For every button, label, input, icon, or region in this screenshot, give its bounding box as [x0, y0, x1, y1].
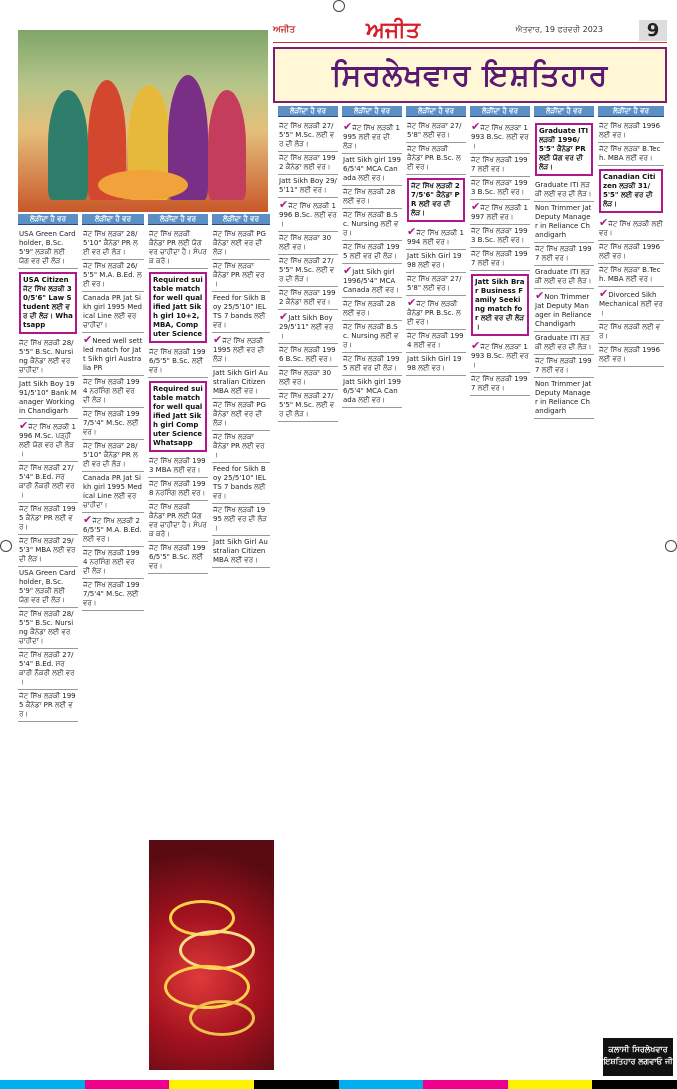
section-header: ਲੋੜੀਂਦਾ ਹੈ ਵਰ [406, 106, 466, 117]
classified-ad: ਜੱਟ ਸਿੱਖ ਲੜਕਾ 30 ਲਈ ਵਰ। [278, 367, 338, 390]
check-mark-icon: ✔ [343, 264, 353, 277]
classified-ad: ਜੱਟ ਸਿੱਖ ਲੜਕੀ ਕੈਨੇਡਾ PR B.Sc. ਲਈ ਵਰ। [406, 143, 466, 175]
classified-ad: ਜੱਟ ਸਿੱਖ ਲੜਕੀ 27/5'5" M.Sc. ਲਈ ਵਰ ਦੀ ਲੋੜ। [278, 255, 338, 287]
classified-ad: ਜੱਟ ਸਿੱਖ ਲੜਕਾ 1992 ਕੈਨੇਡਾ ਲਈ ਵਰ। [278, 152, 338, 175]
classified-ad: ਜੱਟ ਸਿੱਖ ਲੜਕੀ 1995 ਲਈ ਵਰ ਦੀ ਲੋੜ। [342, 241, 402, 264]
classified-ad: ਜੱਟ ਸਿੱਖ ਲੜਕੀ 1997/5'4" M.Sc. ਲਈ ਵਰ। [82, 408, 144, 440]
check-mark-icon: ✔ [83, 513, 93, 526]
boxed-classified-ad: USA Citizen ਜੱਟ ਸਿੱਖ ਲੜਕੀ 30/5'6" Law Student ਲਈ ਵਰ ਦੀ ਲੋੜ। Whatsapp [19, 272, 77, 334]
section-header: ਲੋੜੀਂਦਾ ਹੈ ਵਰ [18, 214, 78, 225]
classified-ad: ਜੱਟ ਸਿੱਖ ਲੜਕੀ 1996 B.Sc. ਲਈ ਵਰ। [278, 344, 338, 367]
registration-mark [0, 540, 12, 552]
classified-ad: Jatt Sikh Girl Australian Citizen MBA ਲਈ ਵਰ। [212, 367, 270, 399]
classified-ad: USA Green Card holder, B.Sc. 5'9" ਲੜਕੀ ਲਈ ਯੋਗ ਵਰ ਦੀ ਲੋੜ। [18, 228, 78, 269]
ad-column-1 [18, 228, 78, 1078]
classified-ad: ✔ਜੱਟ ਸਿੱਖ ਲੜਕੀ 1997 ਲਈ ਵਰ। [470, 200, 530, 225]
classified-ad: USA Green Card holder, B.Sc. 5'9" ਲੜਕੀ ਲਈ ਯੋਗ ਵਰ ਦੀ ਲੋੜ। [18, 567, 78, 608]
masthead-painting [18, 30, 268, 212]
classified-ad: Jatt Sikh Boy 29/5'11" ਲਈ ਵਰ। [278, 175, 338, 198]
boxed-classified-ad: Graduate ITI ਲੜਕੀ 1996/5'5" ਕੈਨੇਡਾ PR ਲਈ ਯੋਗ ਵਰ ਦੀ ਲੋੜ। [535, 123, 593, 176]
classified-ad: ਜੱਟ ਸਿੱਖ ਲੜਕੀ 28/5'5" B.Sc. Nursing ਕੈਨੇਡਾ ਲਈ ਵਰ ਚਾਹੀਦਾ। [18, 337, 78, 378]
check-mark-icon: ✔ [407, 296, 417, 309]
ad-column-5 [278, 120, 338, 1075]
classified-ad: ਜੱਟ ਸਿੱਖ ਲੜਕੀ 1998 ਨਰਸਿੰਗ ਲਈ ਵਰ। [148, 478, 208, 501]
classified-ad: Graduate ITI ਲੜਕੀ ਲਈ ਵਰ ਦੀ ਲੋੜ। [534, 332, 594, 355]
classified-ad: ਜੱਟ ਸਿੱਖ ਲੜਕੀ 1994 ਲਈ ਵਰ। [406, 330, 466, 353]
bangles-photo [149, 840, 274, 1070]
check-mark-icon: ✔ [599, 287, 609, 300]
classified-ad: ਜੱਟ ਸਿੱਖ ਲੜਕੀ ਕੈਨੇਡਾ PR ਲਈ ਯੋਗ ਵਰ ਚਾਹੀਦਾ ਹੈ। ਸੰਪਰਕ ਕਰੋ। [148, 228, 208, 269]
boxed-classified-ad: Canadian Citizen ਲੜਕੀ 31/5'5" ਲਈ ਵਰ ਦੀ ਲੋੜ। [599, 169, 663, 213]
classified-ad: Jatt Sikh Boy 1991/5'10" Bank Manager Working in Chandigarh [18, 378, 78, 419]
classified-ad: ਜੱਟ ਸਿੱਖ ਲੜਕੀ 27/5'5" M.Sc. ਲਈ ਵਰ ਦੀ ਲੋੜ। [278, 390, 338, 422]
boxed-classified-ad: Jatt Sikh Brar Business Family Seeking match for ਲਈ ਵਰ ਦੀ ਲੋੜ। [471, 274, 529, 336]
ad-column-10 [598, 120, 664, 1035]
ad-column-6 [342, 120, 402, 1075]
classified-ad: ✔ਜੱਟ ਸਿੱਖ ਲੜਕੀ 1995 ਲਈ ਵਰ ਦੀ ਲੋੜ। [342, 120, 402, 154]
classified-ad: Jatt Sikh girl 1996/5'4" MCA Canada ਲਈ ਵਰ। [342, 154, 402, 186]
classified-ad: ਜੱਟ ਸਿੱਖ ਲੜਕੀ 27/5'4" B.Ed. ਸਰਕਾਰੀ ਨੌਕਰੀ ਲਈ ਵਰ। [18, 462, 78, 503]
check-mark-icon: ✔ [279, 310, 289, 323]
section-header: ਲੋੜੀਂਦਾ ਹੈ ਵਰ [82, 214, 144, 225]
classified-ad: ✔ਜੱਟ ਸਿੱਖ ਲੜਕਾ 1993 B.Sc. ਲਈ ਵਰ। [470, 120, 530, 154]
classified-ad: ਜੱਟ ਸਿੱਖ ਲੜਕਾ ਕੈਨੇਡਾ PR ਲਈ ਵਰ। [212, 260, 270, 292]
classified-ad: ਜੱਟ ਸਿੱਖ ਲੜਕੀ 28 ਲਈ ਵਰ। [342, 186, 402, 209]
classified-ad: ਜੱਟ ਸਿੱਖ ਲੜਕਾ 28/5'10" ਕੈਨੇਡਾ PR ਲਈ ਵਰ ਦੀ ਲੋੜ। [82, 440, 144, 472]
check-mark-icon: ✔ [407, 225, 417, 238]
check-mark-icon: ✔ [19, 419, 29, 432]
classified-ad: ਜੱਟ ਸਿੱਖ ਲੜਕੀ 1997 ਲਈ ਵਰ। [470, 373, 530, 396]
masthead [273, 18, 667, 100]
classified-ad: ਜੱਟ ਸਿੱਖ ਲੜਕਾ 1993 B.Sc. ਲਈ ਵਰ। [470, 225, 530, 248]
classified-ad: ਜੱਟ ਸਿੱਖ ਲੜਕੀ 29/5'3" MBA ਲਈ ਵਰ ਦੀ ਲੋੜ। [18, 535, 78, 567]
section-header: ਲੋੜੀਂਦਾ ਹੈ ਵਰ [470, 106, 530, 117]
classified-ad: ਜੱਟ ਸਿੱਖ ਲੜਕੀ 26/5'5" M.A. B.Ed. ਲਈ ਵਰ। [82, 260, 144, 292]
classified-ad: ਜੱਟ ਸਿੱਖ ਲੜਕਾ 30 ਲਈ ਵਰ। [278, 232, 338, 255]
classified-ad: ✔ਜੱਟ ਸਿੱਖ ਲੜਕੀ 1996 M.Sc. ਪੜ੍ਹੀ ਲਈ ਯੋਗ ਵਰ ਦੀ ਲੋੜ। [18, 419, 78, 462]
classified-ad: ✔Jatt Sikh girl 1996/5'4" MCA Canada ਲਈ ਵਰ। [342, 264, 402, 298]
ad-column-8 [470, 120, 530, 1075]
classified-ad: Graduate ITI ਲੜਕੀ ਲਈ ਵਰ ਦੀ ਲੋੜ। [534, 179, 594, 202]
boxed-classified-ad: Required suitable match for well qualified Jatt Sikh girl Computer Science Whatsapp [149, 381, 207, 452]
classified-ad: ਜੱਟ ਸਿੱਖ ਲੜਕਾ B.Tech. MBA ਲਈ ਵਰ। [598, 143, 664, 166]
section-header: ਲੋੜੀਂਦਾ ਹੈ ਵਰ [534, 106, 594, 117]
ad-column-9 [534, 120, 594, 1075]
section-header: ਲੋੜੀਂਦਾ ਹੈ ਵਰ [342, 106, 402, 117]
check-mark-icon: ✔ [471, 120, 481, 133]
section-header: ਲੋੜੀਂਦਾ ਹੈ ਵਰ [278, 106, 338, 117]
newspaper-logo: ਅਜੀਤ [366, 17, 420, 43]
boxed-classified-ad: ਜੱਟ ਸਿੱਖ ਲੜਕੀ 27/5'6" ਕੈਨੇਡਾ PR ਲਈ ਵਰ ਦੀ ਲੋੜ। [407, 178, 465, 222]
check-mark-icon: ✔ [83, 333, 93, 346]
ad-column-3 [148, 228, 208, 838]
section-header: ਲੋੜੀਂਦਾ ਹੈ ਵਰ [148, 214, 208, 225]
classified-ad: ਜੱਟ ਸਿੱਖ ਲੜਕੀ 1995 ਲਈ ਵਰ ਦੀ ਲੋੜ। [212, 504, 270, 536]
classified-ad: ਜੱਟ ਸਿੱਖ ਲੜਕੀ 1995 ਕੈਨੇਡਾ PR ਲਈ ਵਰ। [18, 690, 78, 722]
classified-ad: ਜੱਟ ਸਿੱਖ ਲੜਕੀ B.Sc. Nursing ਲਈ ਵਰ। [342, 321, 402, 353]
classified-ad: ਜੱਟ ਸਿੱਖ ਲੜਕੀ 1996 ਲਈ ਵਰ। [598, 241, 664, 264]
check-mark-icon: ✔ [535, 289, 545, 302]
classified-promo-box: ਕਲਾਸੀ ਸਿਰਲੇਖਵਾਰ ਇਸ਼ਤਿਹਾਰ ਲਗਵਾਓ ਜੀ [603, 1038, 673, 1076]
classified-ad: ਜੱਟ ਸਿੱਖ ਲੜਕੀ 1997 ਲਈ ਵਰ। [470, 154, 530, 177]
classified-ad: ਜੱਟ ਸਿੱਖ ਲੜਕੀ ਕੈਨੇਡਾ PR ਲਈ ਯੋਗ ਵਰ ਚਾਹੀਦਾ ਹੈ। ਸੰਪਰਕ ਕਰੋ। [148, 501, 208, 542]
classified-ad: ਜੱਟ ਸਿੱਖ ਲੜਕੀ 1995 ਕੈਨੇਡਾ PR ਲਈ ਵਰ। [18, 503, 78, 535]
page-title: ਸਿਰਲੇਖਵਾਰ ਇਸ਼ਤਿਹਾਰ [273, 47, 667, 103]
ad-column-2 [82, 228, 144, 1078]
classified-ad: ਜੱਟ ਸਿੱਖ ਲੜਕਾ 1992 ਕੈਨੇਡਾ ਲਈ ਵਰ। [278, 287, 338, 310]
check-mark-icon: ✔ [471, 339, 481, 352]
classified-ad: ਜੱਟ ਸਿੱਖ ਲੜਕੀ 1994 ਨਰਸਿੰਗ ਲਈ ਵਰ ਦੀ ਲੋੜ। [82, 547, 144, 579]
classified-ad: Canada PR Jat Sikh girl 1995 Medical Line ਲਈ ਵਰ ਚਾਹੀਦਾ। [82, 292, 144, 333]
classified-ad: ਜੱਟ ਸਿੱਖ ਲੜਕੀ 1993 MBA ਲਈ ਵਰ। [148, 455, 208, 478]
classified-ad: ਜੱਟ ਸਿੱਖ ਲੜਕੀ 28 ਲਈ ਵਰ। [342, 298, 402, 321]
classified-ad: Canada PR Jat Sikh girl 1995 Medical Line ਲਈ ਵਰ ਚਾਹੀਦਾ। [82, 472, 144, 513]
classified-ad: ਜੱਟ ਸਿੱਖ ਲੜਕੀ 1997 ਲਈ ਵਰ। [470, 248, 530, 271]
ad-column-7 [406, 120, 466, 1075]
classified-ad: ਜੱਟ ਸਿੱਖ ਲੜਕਾ 27/5'8" ਲਈ ਵਰ। [406, 273, 466, 296]
classified-ad: ✔Jatt Sikh Boy 29/5'11" ਲਈ ਵਰ। [278, 310, 338, 344]
classified-ad: ✔ਜੱਟ ਸਿੱਖ ਲੜਕੀ 1994 ਲਈ ਵਰ। [406, 225, 466, 250]
classified-ad: ਜੱਟ ਸਿੱਖ ਲੜਕਾ B.Tech. MBA ਲਈ ਵਰ। [598, 264, 664, 287]
classified-ad: ✔ਜੱਟ ਸਿੱਖ ਲੜਕੀ 1996 B.Sc. ਲਈ ਵਰ। [278, 198, 338, 232]
classified-ad: ਜੱਟ ਸਿੱਖ ਲੜਕੀ 1997 ਲਈ ਵਰ। [534, 243, 594, 266]
paper-name: ਅਜੀਤ [273, 25, 296, 35]
section-header: ਲੋੜੀਂਦਾ ਹੈ ਵਰ [598, 106, 664, 117]
classified-ad: ਜੱਟ ਸਿੱਖ ਲੜਕੀ PG ਕੈਨੇਡਾ ਲਈ ਵਰ ਦੀ ਲੋੜ। [212, 399, 270, 431]
classified-ad: ✔ਜੱਟ ਸਿੱਖ ਲੜਕੀ 26/5'5" M.A. B.Ed. ਲਈ ਵਰ। [82, 513, 144, 547]
check-mark-icon: ✔ [343, 120, 353, 133]
registration-mark [333, 0, 345, 12]
classified-ad: Non Trimmer Jat Deputy Manager in Reliance Chandigarh [534, 378, 594, 419]
classified-ad: ਜੱਟ ਸਿੱਖ ਲੜਕਾ 1993 B.Sc. ਲਈ ਵਰ। [470, 177, 530, 200]
classified-ad: Graduate ITI ਲੜਕੀ ਲਈ ਵਰ ਦੀ ਲੋੜ। [534, 266, 594, 289]
classified-ad: ਜੱਟ ਸਿੱਖ ਲੜਕੀ 27/5'5" M.Sc. ਲਈ ਵਰ ਦੀ ਲੋੜ। [278, 120, 338, 152]
check-mark-icon: ✔ [279, 198, 289, 211]
issue-date: ਐਤਵਾਰ, 19 ਫਰਵਰੀ 2023 [515, 25, 603, 34]
classified-ad: ਜੱਟ ਸਿੱਖ ਲੜਕਾ ਕੈਨੇਡਾ PR ਲਈ ਵਰ। [212, 431, 270, 463]
classified-ad: ✔ਜੱਟ ਸਿੱਖ ਲੜਕਾ 1993 B.Sc. ਲਈ ਵਰ। [470, 339, 530, 373]
classified-ad: ਜੱਟ ਸਿੱਖ ਲੜਕੀ 1996 ਲਈ ਵਰ। [598, 344, 664, 367]
classified-ad: Feed for Sikh Boy 25/5'10" IELTS 7 bands ਲਈ ਵਰ। [212, 463, 270, 504]
classified-ad: ਜੱਟ ਸਿੱਖ ਲੜਕੀ 1996/5'5" B.Sc. ਲਈ ਵਰ। [148, 346, 208, 378]
boxed-classified-ad: Required suitable match for well qualified Jatt Sikh girl 10+2, MBA, Computer Science [149, 272, 207, 343]
classified-ad: ✔ਜੱਟ ਸਿੱਖ ਲੜਕੀ ਲਈ ਵਰ। [598, 216, 664, 241]
classified-ad: ਜੱਟ ਸਿੱਖ ਲੜਕੀ 1995 ਲਈ ਵਰ ਦੀ ਲੋੜ। [342, 353, 402, 376]
classified-ad: ✔Need well settled match for Jatt Sikh girl Australia PR [82, 333, 144, 376]
section-header: ਲੋੜੀਂਦਾ ਹੈ ਵਰ [212, 214, 270, 225]
classified-ad: ਜੱਟ ਸਿੱਖ ਲੜਕਾ 27/5'8" ਲਈ ਵਰ। [406, 120, 466, 143]
page-number: 9 [639, 20, 667, 41]
classified-ad: Non Trimmer Jat Deputy Manager in Reliance Chandigarh [534, 202, 594, 243]
classified-ad: ਜੱਟ ਸਿੱਖ ਲੜਕੀ ਲਈ ਵਰ। [598, 321, 664, 344]
classified-ad: ✔ਜੱਟ ਸਿੱਖ ਲੜਕੀ ਕੈਨੇਡਾ PR B.Sc. ਲਈ ਵਰ। [406, 296, 466, 330]
classified-ad: ਜੱਟ ਸਿੱਖ ਲੜਕੀ 1996/5'5" B.Sc. ਲਈ ਵਰ। [148, 542, 208, 574]
check-mark-icon: ✔ [213, 333, 223, 346]
classified-ad: ਜੱਟ ਸਿੱਖ ਲੜਕੀ 1997/5'4" M.Sc. ਲਈ ਵਰ। [82, 579, 144, 611]
classified-ad: ਜੱਟ ਸਿੱਖ ਲੜਕੀ 28/5'5" B.Sc. Nursing ਕੈਨੇਡਾ ਲਈ ਵਰ ਚਾਹੀਦਾ। [18, 608, 78, 649]
print-color-bar [0, 1080, 677, 1089]
classified-ad: ਜੱਟ ਸਿੱਖ ਲੜਕੀ 27/5'4" B.Ed. ਸਰਕਾਰੀ ਨੌਕਰੀ ਲਈ ਵਰ। [18, 649, 78, 690]
classified-ad: ਜੱਟ ਸਿੱਖ ਲੜਕੀ 1997 ਲਈ ਵਰ। [534, 355, 594, 378]
classified-ad: ਜੱਟ ਸਿੱਖ ਲੜਕੀ B.Sc. Nursing ਲਈ ਵਰ। [342, 209, 402, 241]
classified-ad: ਜੱਟ ਸਿੱਖ ਲੜਕਾ 28/5'10" ਕੈਨੇਡਾ PR ਲਈ ਵਰ ਦੀ ਲੋੜ। [82, 228, 144, 260]
classified-ad: Jatt Sikh Girl Australian Citizen MBA ਲਈ ਵਰ। [212, 536, 270, 568]
classified-ad: ✔ਜੱਟ ਸਿੱਖ ਲੜਕੀ 1995 ਲਈ ਵਰ ਦੀ ਲੋੜ। [212, 333, 270, 367]
classified-ad: Jatt Sikh Girl 1998 ਲਈ ਵਰ। [406, 353, 466, 376]
classified-ad: ਜੱਟ ਸਿੱਖ ਲੜਕੀ 1994 ਨਰਸਿੰਗ ਲਈ ਵਰ ਦੀ ਲੋੜ। [82, 376, 144, 408]
classified-ad: ਜੱਟ ਸਿੱਖ ਲੜਕੀ 1996 ਲਈ ਵਰ। [598, 120, 664, 143]
check-mark-icon: ✔ [471, 200, 481, 213]
registration-mark [665, 540, 677, 552]
classified-ad: ✔Divorced Sikh Mechanical ਲਈ ਵਰ। [598, 287, 664, 321]
classified-ad: Jatt Sikh Girl 1998 ਲਈ ਵਰ। [406, 250, 466, 273]
classified-ad: ਜੱਟ ਸਿੱਖ ਲੜਕੀ PG ਕੈਨੇਡਾ ਲਈ ਵਰ ਦੀ ਲੋੜ। [212, 228, 270, 260]
classified-ad: Feed for Sikh Boy 25/5'10" IELTS 7 bands ਲਈ ਵਰ। [212, 292, 270, 333]
check-mark-icon: ✔ [599, 216, 609, 229]
classified-ad: ✔Non Trimmer Jat Deputy Manager in Reliance Chandigarh [534, 289, 594, 332]
classified-ad: Jatt Sikh girl 1996/5'4" MCA Canada ਲਈ ਵਰ। [342, 376, 402, 408]
